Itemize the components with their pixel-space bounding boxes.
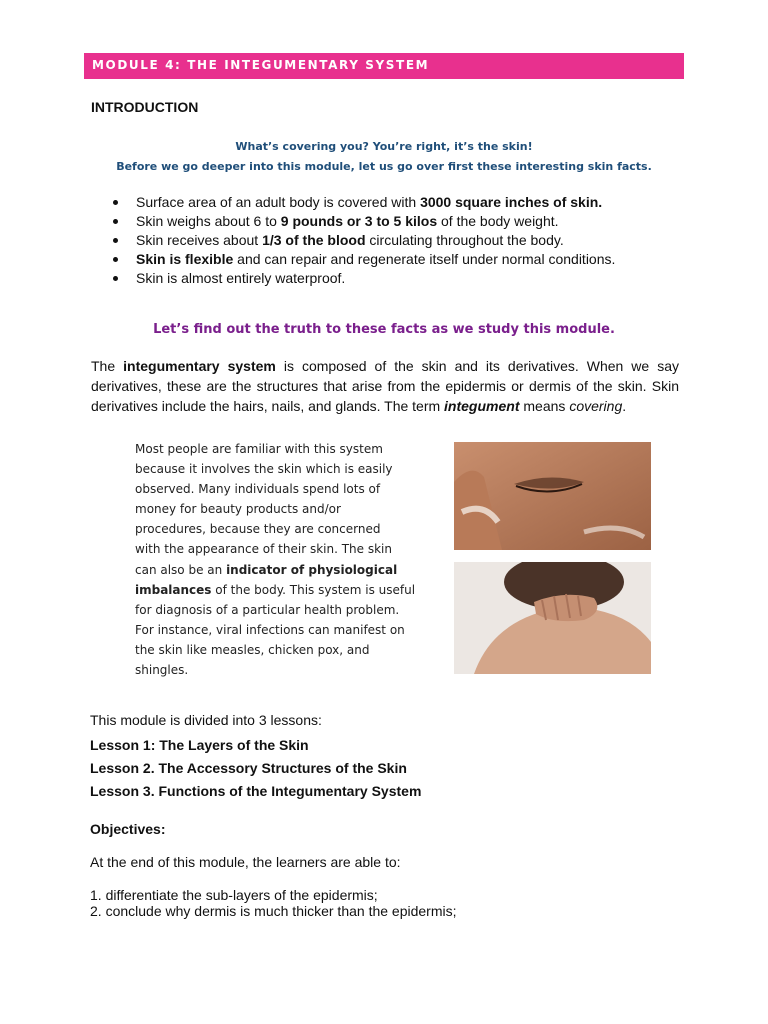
familiarity-paragraph: Most people are familiar with this system because it involves the skin which is easily observed. Many individuals spend lots of money for beauty products and/or procedures, because they are concerned with the appearance of their skin. The skin can also be an indicator of physiological imbalances of the body. This system is useful for diagnosis of a particular health problem. For instance, viral infections can manifest on the skin like measles, chicken pox, and shingles.: [135, 442, 416, 678]
lesson-item: Lesson 1: The Layers of the Skin: [90, 737, 309, 753]
skin-facts-list: [112, 193, 615, 288]
objectives-intro: At the end of this module, the learners are able to:: [90, 854, 401, 870]
objectives-list: [90, 887, 457, 919]
face-cream-photo: [454, 442, 651, 550]
lesson-item: Lesson 3. Functions of the Integumentary System: [90, 783, 422, 799]
definition-line: derivatives, these are the structures that arise from the epidermis or dermis of the skin. Skin: [91, 378, 679, 394]
module-title: MODULE 4: THE INTEGUMENTARY SYSTEM: [92, 58, 430, 72]
lesson-item: Lesson 2. The Accessory Structures of the Skin: [90, 760, 407, 776]
fact-item: Skin weighs about 6 to 9 pounds or 3 to 5 kilos of the body weight.: [112, 212, 615, 231]
teaser-line-1: What’s covering you? You’re right, it’s the skin!: [235, 140, 533, 153]
fact-item: Skin is almost entirely waterproof.: [112, 269, 615, 288]
teaser-line-2: Before we go deeper into this module, let us go over first these interesting skin facts.: [116, 160, 652, 173]
definition-line: The integumentary system is composed of the skin and its derivatives. When we say: [91, 358, 679, 374]
module-banner: [84, 53, 684, 79]
lessons-intro: This module is divided into 3 lessons:: [90, 712, 322, 728]
objective-item: 2. conclude why dermis is much thicker than the epidermis;: [90, 903, 457, 919]
scratching-shoulder-photo: [454, 562, 651, 674]
objectives-heading: Objectives:: [90, 821, 166, 837]
teaser-text: [84, 137, 684, 177]
fact-item: Skin receives about 1/3 of the blood circulating throughout the body.: [112, 231, 615, 250]
fact-item: Skin is flexible and can repair and regenerate itself under normal conditions.: [112, 250, 615, 269]
fact-item: Surface area of an adult body is covered with 3000 square inches of skin.: [112, 193, 615, 212]
introduction-heading: INTRODUCTION: [91, 99, 199, 115]
definition-line: derivatives include the hairs, nails, and glands. The term integument means covering.: [91, 398, 627, 414]
objective-item: 1. differentiate the sub-layers of the epidermis;: [90, 887, 378, 903]
definition-paragraph: [91, 356, 679, 416]
callout-text: Let’s find out the truth to these facts as we study this module.: [153, 322, 615, 337]
